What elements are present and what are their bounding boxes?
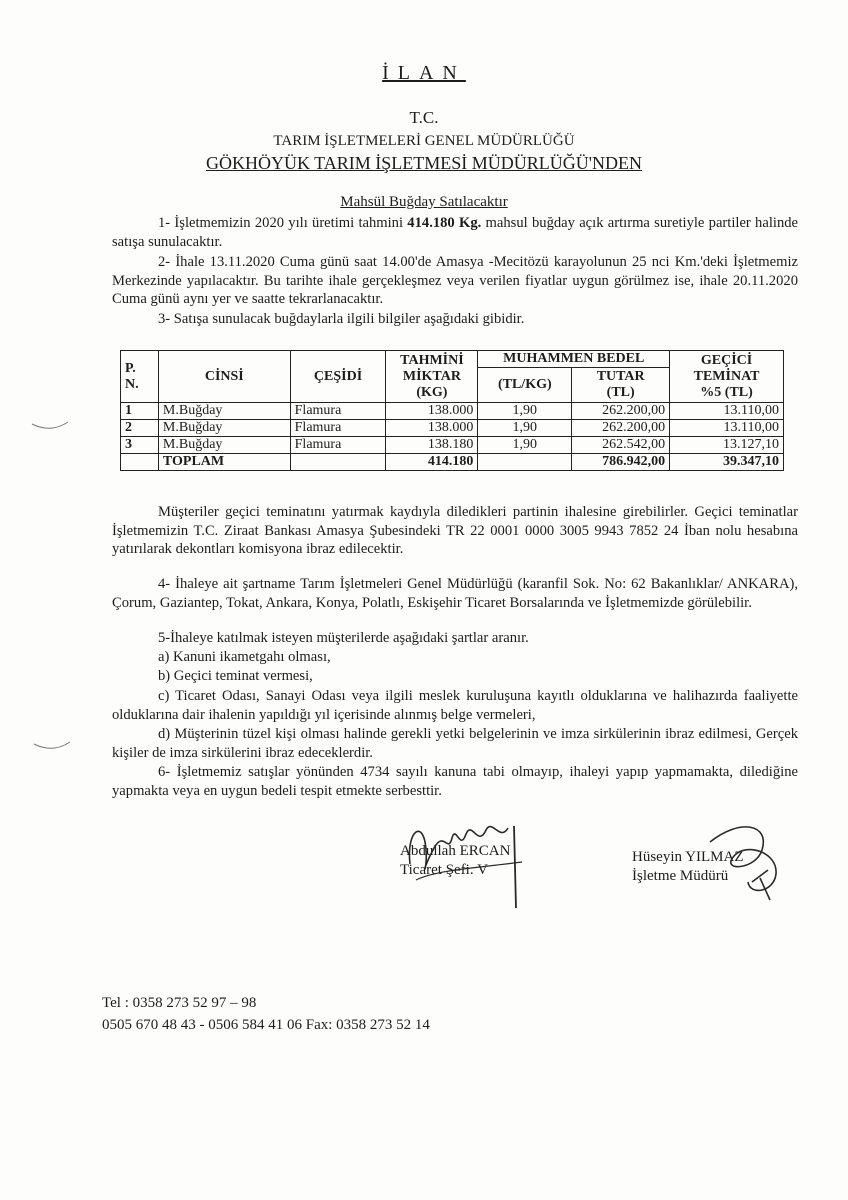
row-cinsi: M.Buğday <box>158 403 290 420</box>
org-tc: T.C. <box>409 108 439 127</box>
paragraph-5: 5-İhaleye katılmak isteyen müşterilerde aşağıdaki şartlar aranır. <box>158 630 529 646</box>
handwritten-signature-right <box>690 812 800 902</box>
row-no: 1 <box>121 403 159 420</box>
header-cinsi: CİNSİ <box>158 351 290 403</box>
row-cesidi: Flamura <box>290 403 386 420</box>
row-no: 2 <box>121 420 159 437</box>
wheat-lots-table <box>120 350 784 471</box>
row-miktar: 138.000 <box>386 403 478 420</box>
header-cesidi: ÇEŞİDİ <box>290 351 386 403</box>
row-birim: 1,90 <box>478 403 572 420</box>
scan-mark <box>30 418 70 432</box>
paragraph-6: 6- İşletmemiz satışlar yönünden 4734 sayılı kanuna tabi olmayıp, ihaleyi yapıp yapmamakta, dilediğine yapmakta veya en uygun bedeli tespit etmekte serbesttir. <box>112 764 798 799</box>
announcement-subject: Mahsül Buğday Satılacaktır <box>340 194 508 210</box>
total-teminat: 39.347,10 <box>670 454 784 471</box>
table-row <box>121 437 784 454</box>
signer-right-title: İşletme Müdürü <box>632 868 729 884</box>
paragraph-1: 1- İşletmemizin 2020 yılı üretimi tahmini 414.180 Kg. mahsul buğday açık artırma suretiyle partiler halinde satışa sunulacaktır. <box>112 215 799 250</box>
signer-left-name: Abdullah ERCAN <box>400 843 511 859</box>
header-pn: P. N. <box>121 351 159 403</box>
condition-d: d) Müşterinin tüzel kişi olması halinde gerekli yetki belgelerinin ve imza sirkülerinin ibraz edilmesi, Gerçek kişiler de imza sirkülerini ibraz edeceklerdir. <box>112 726 798 761</box>
total-label: TOPLAM <box>158 454 290 471</box>
condition-b: b) Geçici teminat vermesi, <box>158 668 313 684</box>
row-miktar: 138.000 <box>386 420 478 437</box>
paragraph-teminat: Müşteriler geçici teminatını yatırmak kaydıyla diledikleri partinin ihalesine girebilirler. Geçici teminatlar İşletmemizin T.C. Ziraat Bankası Amasya Şubesindeki TR 22 0001 0000 3005 9943 7852 24 İban nolu hesabına yatırılarak dekontları komisyona ibraz edilecektir. <box>112 504 798 557</box>
row-tutar: 262.200,00 <box>572 403 670 420</box>
row-cesidi: Flamura <box>290 420 386 437</box>
document-title: İLAN <box>382 62 466 84</box>
org-directorate: GÖKHÖYÜK TARIM İŞLETMESİ MÜDÜRLÜĞÜ'NDEN <box>206 153 642 173</box>
header-birim: (TL/KG) <box>478 368 572 403</box>
table-total-row <box>121 454 784 471</box>
signer-left-title: Ticaret Şefi. V <box>400 862 488 878</box>
scan-mark <box>32 738 72 752</box>
condition-a: a) Kanuni ikametgahı olması, <box>158 649 331 665</box>
handwritten-signature-left <box>396 808 546 918</box>
row-teminat: 13.110,00 <box>670 403 784 420</box>
row-cesidi: Flamura <box>290 437 386 454</box>
header-muhammen: MUHAMMEN BEDEL <box>478 351 670 368</box>
total-miktar: 414.180 <box>386 454 478 471</box>
row-teminat: 13.110,00 <box>670 420 784 437</box>
contact-phone: Tel : 0358 273 52 97 – 98 <box>102 995 257 1011</box>
header-miktar: TAHMİNİ MİKTAR (KG) <box>386 351 478 403</box>
row-birim: 1,90 <box>478 420 572 437</box>
row-miktar: 138.180 <box>386 437 478 454</box>
paragraph-4: 4- İhaleye ait şartname Tarım İşletmeleri Genel Müdürlüğü (karanfil Sok. No: 62 Bakanlıklar/ ANKARA), Çorum, Gaziantep, Tokat, Ankara, Konya, Polatlı, Eskişehir Ticaret Borsalarında ve İşletmemizde görülebilir. <box>112 576 798 611</box>
row-cinsi: M.Buğday <box>158 420 290 437</box>
total-tutar: 786.942,00 <box>572 454 670 471</box>
row-cinsi: M.Buğday <box>158 437 290 454</box>
signer-right-name: Hüseyin YILMAZ <box>632 849 744 865</box>
row-tutar: 262.542,00 <box>572 437 670 454</box>
header-tutar: TUTAR (TL) <box>572 368 670 403</box>
table-row <box>121 420 784 437</box>
table-row <box>121 403 784 420</box>
paragraph-3: 3- Satışa sunulacak buğdaylarla ilgili bilgiler aşağıdaki gibidir. <box>158 311 525 327</box>
row-teminat: 13.127,10 <box>670 437 784 454</box>
row-tutar: 262.200,00 <box>572 420 670 437</box>
contact-phone-fax: 0505 670 48 43 - 0506 584 41 06 Fax: 0358 273 52 14 <box>102 1017 430 1033</box>
row-no: 3 <box>121 437 159 454</box>
org-ministry: TARIM İŞLETMELERİ GENEL MÜDÜRLÜĞÜ <box>273 133 575 149</box>
condition-c: c) Ticaret Odası, Sanayi Odası veya ilgili meslek kuruluşuna kayıtlı olduklarına ve halihazırda faaliyette olduklarına dair ihalenin yapıldığı yıl içerisinde alınmış belge vermeleri, <box>112 688 798 723</box>
paragraph-2: 2- İhale 13.11.2020 Cuma günü saat 14.00'de Amasya -Mecitözü karayolunun 25 nci Km.'deki İşletmemiz Merkezinde yapılacaktır. Bu tarihte ihale gerçekleşmez veya verilen fiyatlar uygun görülmez ise, ihale 20.11.2020 Cuma günü aynı yer ve saatte tekrarlanacaktır. <box>112 254 798 307</box>
row-birim: 1,90 <box>478 437 572 454</box>
header-teminat: GEÇİCİ TEMİNAT %5 (TL) <box>670 351 784 403</box>
